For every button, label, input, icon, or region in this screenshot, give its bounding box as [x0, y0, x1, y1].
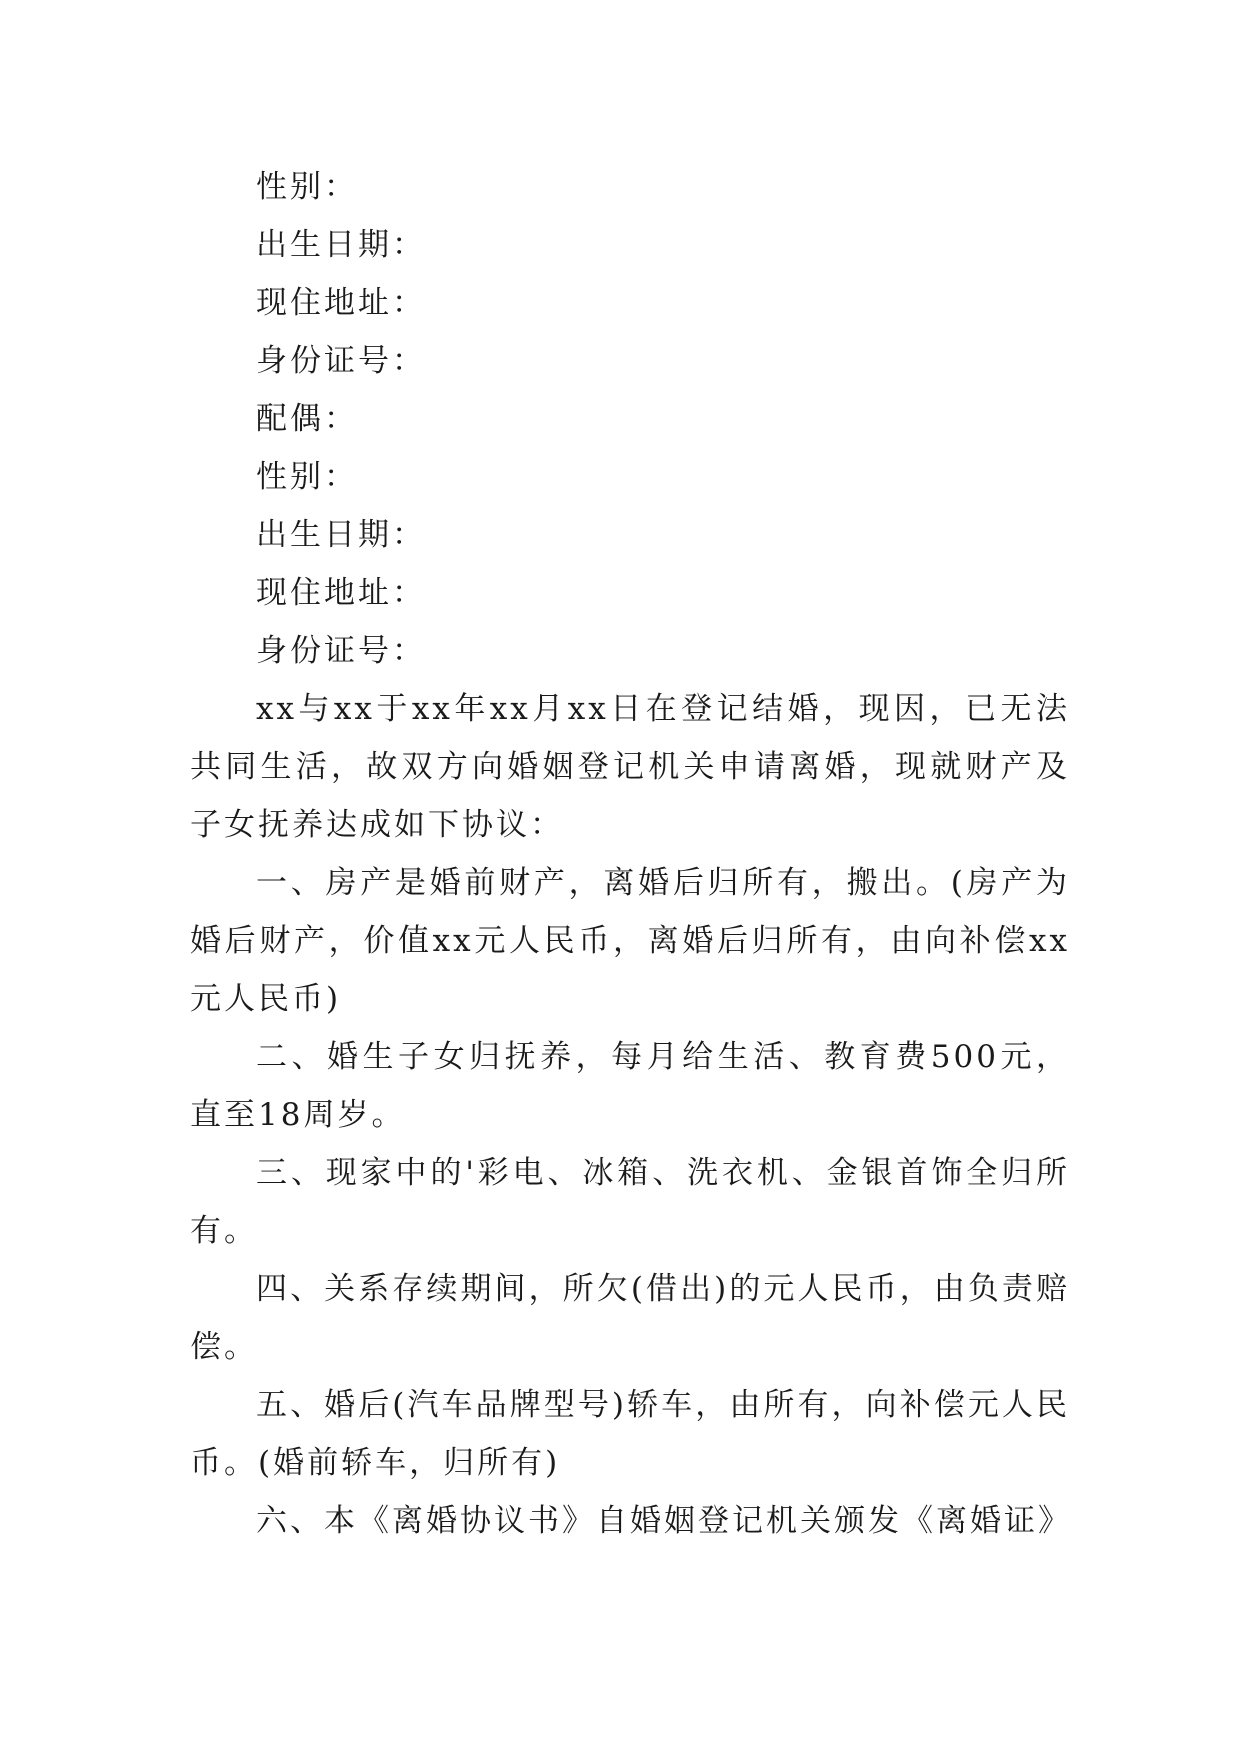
agreement-body: [190, 158, 1070, 1550]
field-birth-date: 出生日期：: [256, 227, 426, 263]
field-spouse-gender: 性别：: [256, 459, 358, 495]
field-id-number: 身份证号：: [256, 343, 426, 379]
clause-3-household-items: 三、现家中的'彩电、冰箱、洗衣机、金银首饰全归所有。: [190, 1155, 1070, 1249]
intro-paragraph: xx与xx于xx年xx月xx日在登记结婚，现因，已无法共同生活，故双方向婚姻登记机关申请离婚，现就财产及子女抚养达成如下协议：: [190, 691, 1070, 843]
field-address: 现住地址：: [256, 285, 426, 321]
field-spouse-birth-date: 出生日期：: [256, 517, 426, 553]
field-spouse: 配偶：: [256, 401, 358, 437]
field-gender: 性别：: [256, 169, 358, 205]
clause-2-children: 二、婚生子女归抚养，每月给生活、教育费500元，直至18周岁。: [190, 1039, 1070, 1133]
clause-1-property: 一、房产是婚前财产，离婚后归所有，搬出。(房产为婚后财产，价值xx元人民币，离婚后归所有，由向补偿xx元人民币): [190, 865, 1070, 1017]
field-spouse-address: 现住地址：: [256, 575, 426, 611]
clause-4-debts: 四、关系存续期间，所欠(借出)的元人民币，由负责赔偿。: [190, 1271, 1070, 1365]
clause-6-effective: 六、本《离婚协议书》自婚姻登记机关颁发《离婚证》: [256, 1503, 1072, 1539]
field-spouse-id-number: 身份证号：: [256, 633, 426, 669]
clause-5-vehicle: 五、婚后(汽车品牌型号)轿车，由所有，向补偿元人民币。(婚前轿车，归所有): [190, 1387, 1070, 1481]
